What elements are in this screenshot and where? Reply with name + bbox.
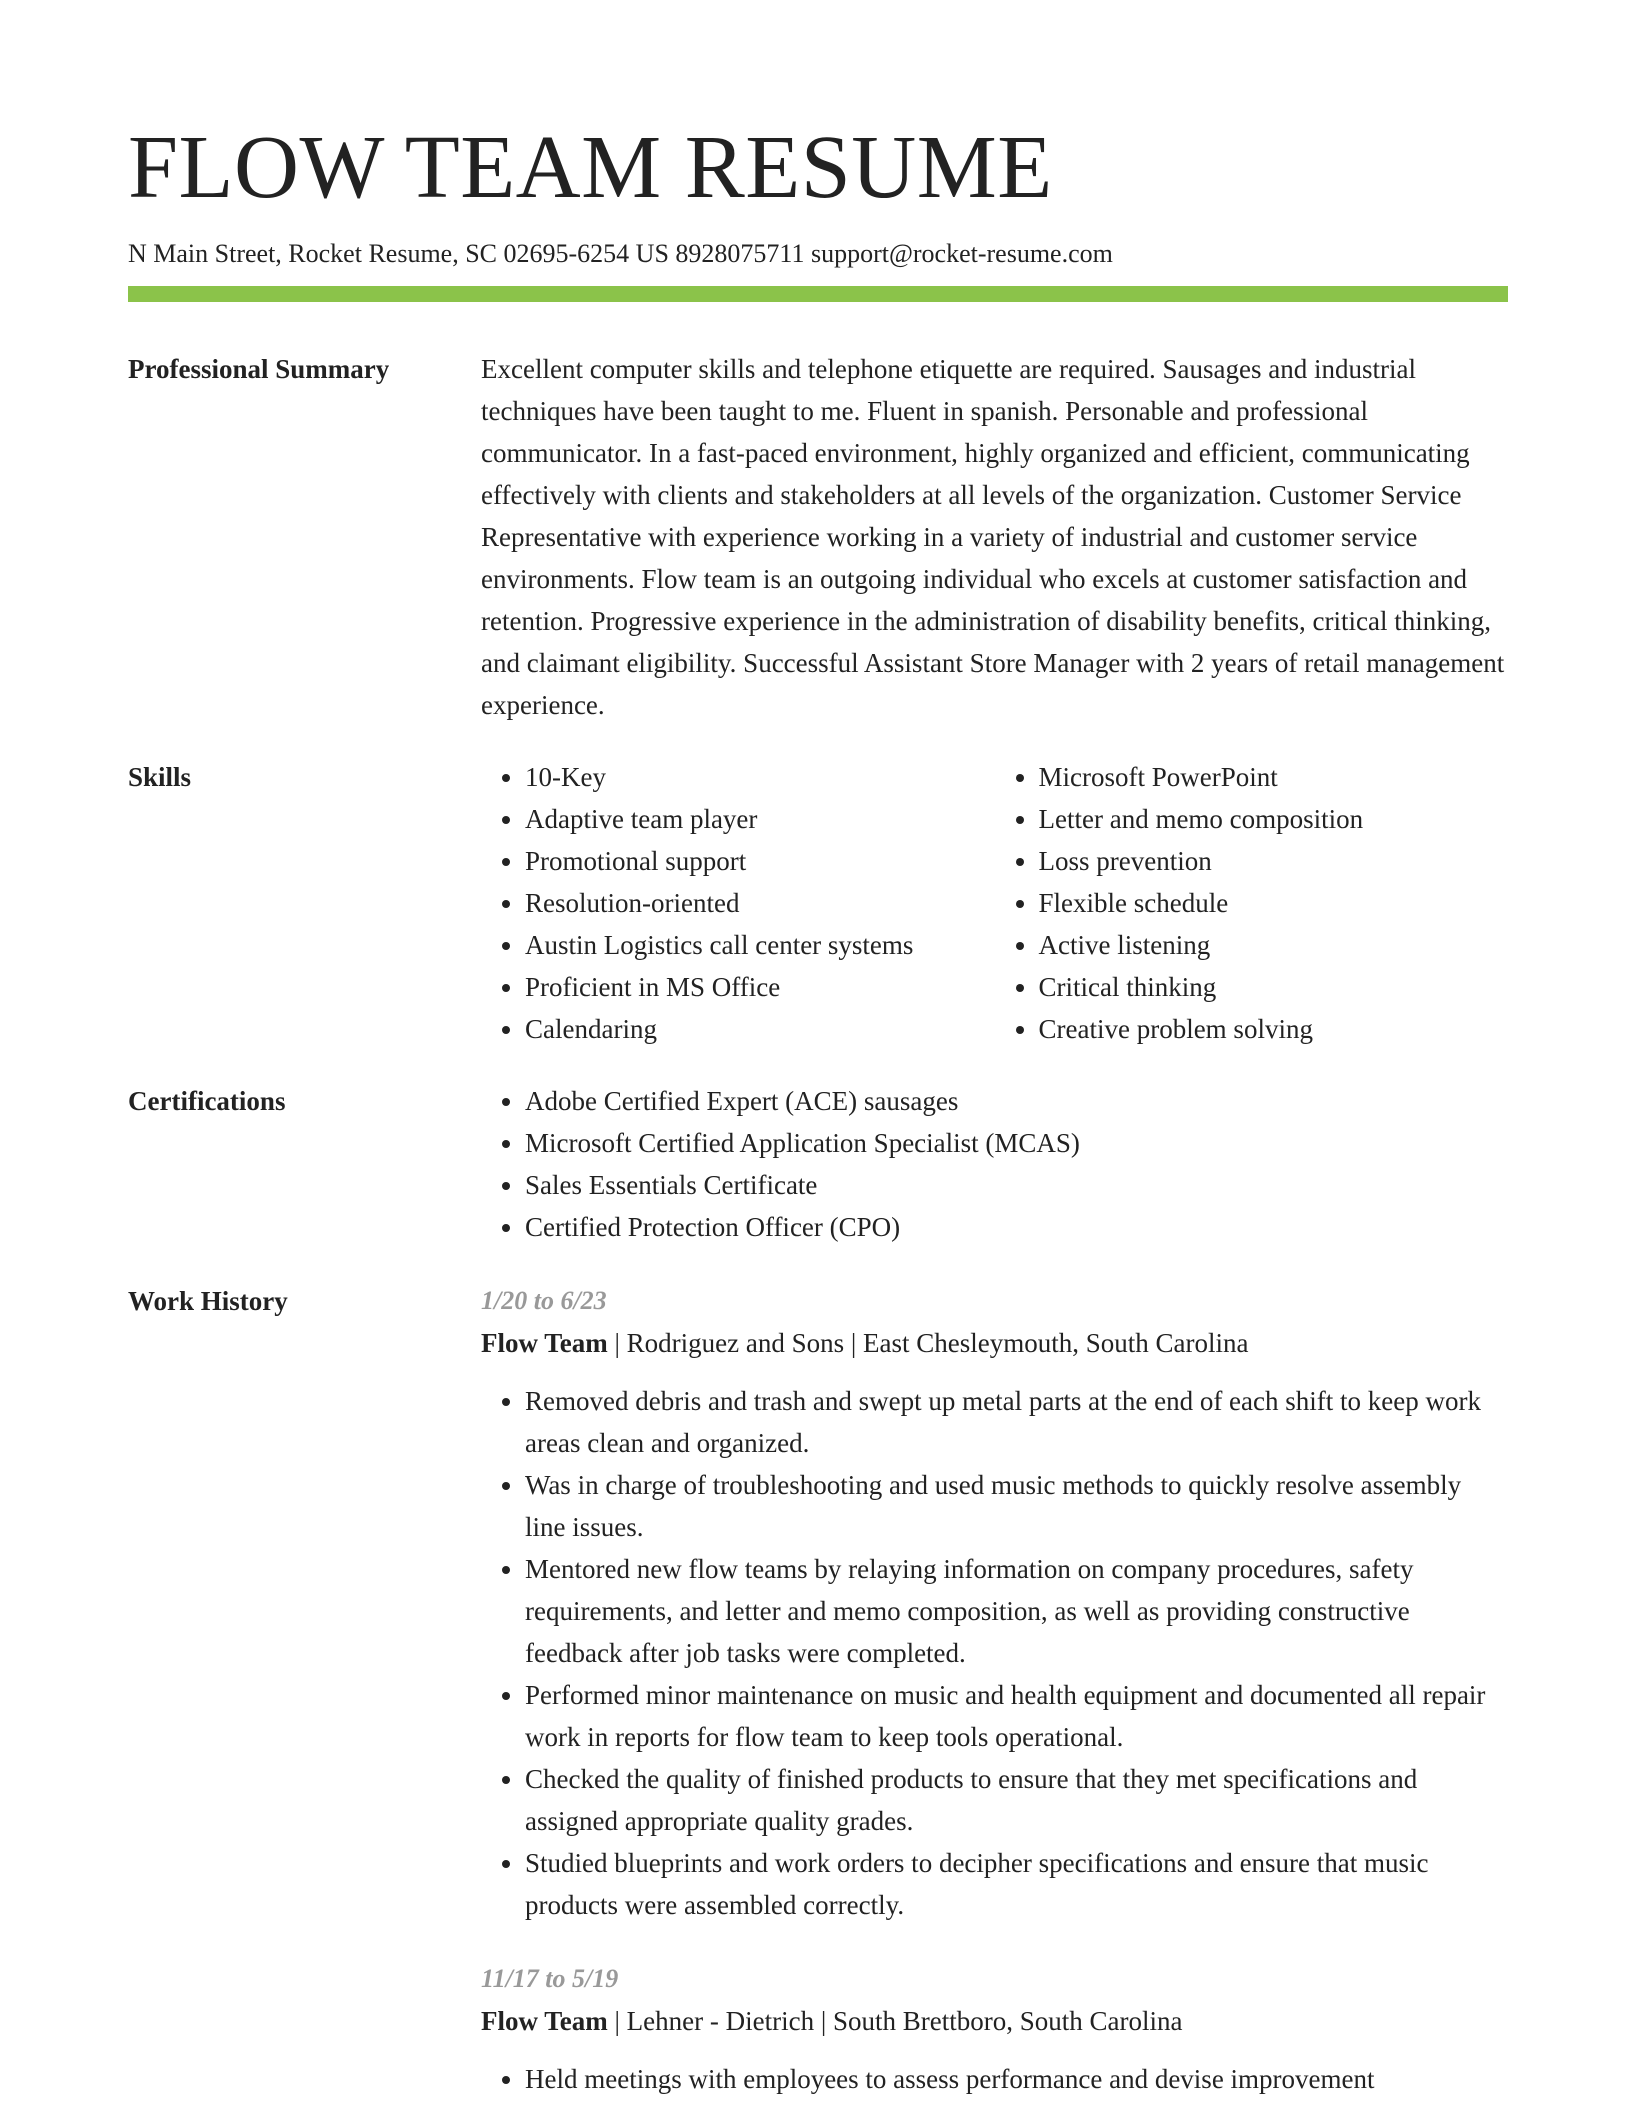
duty-item: • Removed debris and trash and swept up metal parts at the end of each shift to keep work areas clean and organized. [525, 1380, 1508, 1464]
certifications-content [481, 1080, 1508, 1248]
job-heading [481, 1322, 1508, 1364]
duty-item: • Checked the quality of finished products to ensure that they met specifications and assigned appropriate quality grades. [525, 1758, 1508, 1842]
duty-item: • Studied blueprints and work orders to decipher specifications and ensure that music products were assembled correctly. [525, 1842, 1508, 1926]
duty-item: • Performed minor maintenance on music and health equipment and documented all repair work in reports for flow team to keep tools operational. [525, 1674, 1508, 1758]
accent-divider [128, 286, 1508, 302]
job-details: | Lehner - Dietrich | South Brettboro, South Carolina [607, 2006, 1183, 2036]
summary-text: Excellent computer skills and telephone etiquette are required. Sausages and industrial techniques have been taught to me. Fluent in spanish. Personable and professional communicator. In a fast-paced environment, highly organized and efficient, communicating effectively with clients and stakeholders at all levels of the organization. Customer Service Representative with experience working in a variety of industrial and customer service environments. Flow team is an outgoing individual who excels at customer satisfaction and retention. Progressive experience in the administration of disability benefits, critical thinking, and claimant eligibility. Successful Assistant Store Manager with 2 years of retail management experience. [481, 354, 1505, 720]
contact-line: N Main Street, Rocket Resume, SC 02695-6254 US 8928075711 support@rocket-resume.com [128, 239, 1113, 268]
job-title: Flow Team [481, 2006, 608, 2036]
skill-item: • Calendaring [525, 1008, 995, 1050]
job-entry [481, 1280, 1508, 1926]
skill-item: • Austin Logistics call center systems [525, 924, 995, 966]
skill-item: • Resolution-oriented [525, 882, 995, 924]
skill-item: • 10-Key [525, 756, 995, 798]
skill-item: • Proficient in MS Office [525, 966, 995, 1008]
skill-item: • Loss prevention [1039, 840, 1509, 882]
job-dates: 1/20 to 6/23 [481, 1286, 607, 1315]
skill-item: • Promotional support [525, 840, 995, 882]
duty-item: • Held meetings with employees to assess performance and devise improvement [525, 2058, 1508, 2100]
certifications-list [481, 1080, 1508, 1248]
resume-header [128, 118, 1508, 270]
job-dates: 11/17 to 5/19 [481, 1964, 619, 1993]
certification-item: • Microsoft Certified Application Specialist (MCAS) [525, 1122, 1508, 1164]
job-entry [481, 1958, 1508, 2100]
skill-item: • Active listening [1039, 924, 1509, 966]
skill-item: • Adaptive team player [525, 798, 995, 840]
skill-item: • Microsoft PowerPoint [1039, 756, 1509, 798]
skill-item: • Creative problem solving [1039, 1008, 1509, 1050]
skills-column-2 [995, 756, 1509, 1050]
work-history-content [481, 1280, 1508, 2100]
summary-content [481, 348, 1508, 726]
skill-item: • Flexible schedule [1039, 882, 1509, 924]
section-label-skills: Skills [128, 762, 192, 792]
certification-item: • Certified Protection Officer (CPO) [525, 1206, 1508, 1248]
duty-item: • Mentored new flow teams by relaying information on company procedures, safety requirements, and letter and memo composition, as well as providing constructive feedback after job tasks were completed. [525, 1548, 1508, 1674]
section-label-certifications: Certifications [128, 1086, 286, 1116]
skill-item: • Letter and memo composition [1039, 798, 1509, 840]
resume-name: FLOW TEAM RESUME [128, 118, 1053, 217]
job-duties-list [481, 2058, 1508, 2100]
skill-item: • Critical thinking [1039, 966, 1509, 1008]
job-details: | Rodriguez and Sons | East Chesleymouth, South Carolina [607, 1328, 1249, 1358]
job-title: Flow Team [481, 1328, 608, 1358]
skills-column-1 [481, 756, 995, 1050]
skills-content [481, 756, 1508, 1050]
job-heading [481, 2000, 1508, 2042]
certification-item: • Adobe Certified Expert (ACE) sausages [525, 1080, 1508, 1122]
section-label-summary: Professional Summary [128, 354, 390, 384]
duty-item: • Was in charge of troubleshooting and used music methods to quickly resolve assembly line issues. [525, 1464, 1508, 1548]
certification-item: • Sales Essentials Certificate [525, 1164, 1508, 1206]
section-label-work-history: Work History [128, 1286, 288, 1316]
job-duties-list [481, 1380, 1508, 1926]
